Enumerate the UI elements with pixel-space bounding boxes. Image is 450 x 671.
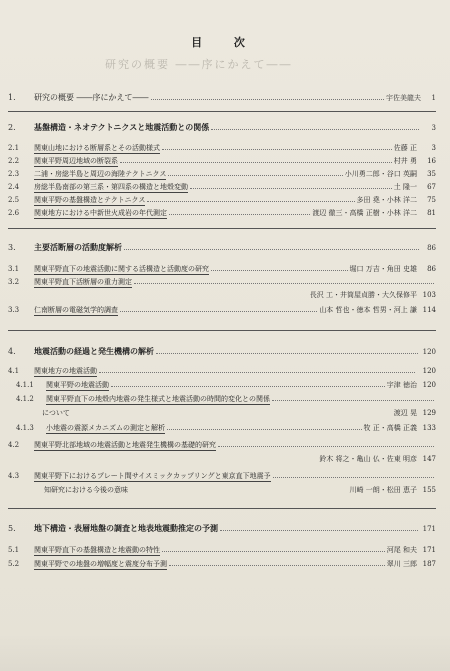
divider [8,111,436,112]
toc-section-3[interactable]: 3. 主要活断層の活動度解析 86 [8,242,436,252]
toc-entry-4-1[interactable]: 4.1 関東地方の地震活動 120 [8,367,436,375]
toc-section-2[interactable]: 2. 基盤構造・ネオテクトニクスと地震活動との関係 3 [8,122,436,132]
toc-entry-3-2-authors[interactable]: 長沢 工・井筒屋貞勝・大久保修平 103 [309,291,436,299]
toc-entry-4-2[interactable]: 4.2 関東平野北部地域の地震活動と地震発生機構の基礎的研究 [8,440,436,451]
toc-entry-2-6[interactable]: 2.6 関東地方における中新世火成岩の年代測定 渡辺 徹三・高橋 正樹・小林 洋二 81 [8,209,436,217]
dot-leader [124,249,419,250]
toc-section-5[interactable]: 5. 地下構造・表層地盤の調査と地表地震動推定の予測 171 [8,523,436,533]
divider [8,508,436,509]
divider [8,228,436,229]
toc-entry-4-1-2[interactable]: 4.1.2 関東平野直下の地殻内地震の発生様式と地震活動の時間的変化との関係 [8,394,436,405]
toc-entry-4-3-cont: 知研究における今後の意味 [44,486,128,494]
divider [8,330,436,331]
toc-header [0,34,450,50]
toc-entry-2-4[interactable]: 2.4 房総半島南部の第三系・第四系の構造と地殻変動 土 隆一 67 [8,183,436,191]
toc-entry-2-3[interactable]: 2.3 二浦・房総半島と周辺の海陸テクトニクス 小川勇二郎・谷口 英嗣 35 [8,170,436,178]
toc-section-1[interactable]: 1. 研究の概要 ――序にかえて―― 宇佐美龍夫 1 [8,93,436,102]
toc-entry-5-1[interactable]: 5.1 関東平野直下の基盤構造と地震動の特性 河尾 和夫 171 [8,546,436,554]
toc-entry-2-1[interactable]: 2.1 関東山地における断層系とその活動様式 佐藤 正 3 [8,144,436,152]
toc-entry-3-1[interactable]: 3.1 関東平野直下の地震活動に関する活構造と活動度の研究 堀口 万吉・角田 史雄 86 [8,265,436,273]
toc-entry-4-3-authors[interactable]: 川崎 一朗・松田 恵子 155 [349,486,436,494]
dot-leader [151,99,384,100]
dot-leader [156,353,418,354]
toc-section-4[interactable]: 4. 地震活動の経過と発生機構の解析 120 [8,346,436,356]
toc-entry-3-2[interactable]: 3.2 関東平野直下活断層の重力測定 [8,277,436,288]
page-title: 目 次 [191,36,259,49]
toc-entry-4-1-2-cont: について [42,409,70,417]
toc-entry-2-2[interactable]: 2.2 関東平野周辺地域の断裂系 村井 勇 16 [8,157,436,165]
toc-entry-4-1-3[interactable]: 4.1.3 小地震の震源メカニズムの測定と解析 牧 正・高橋 正義 133 [16,424,436,432]
bleed-through-text: 研究の概要 ――序にかえて―― [105,58,293,71]
toc-entry-4-1-2-authors[interactable]: 渡辺 晃 129 [393,409,436,417]
toc-entry-2-5[interactable]: 2.5 関東平野の基盤構造とテクトニクス 多田 堯・小林 洋二 75 [8,196,436,204]
dot-leader [220,530,418,531]
dot-leader [211,129,419,130]
page-shadow [0,631,450,671]
toc-entry-4-2-authors[interactable]: 鈴木 将之・亀山 仏・佐東 明彦 147 [319,455,436,463]
toc-entry-4-3[interactable]: 4.3 関東平野下におけるプレート間サイスミックカップリングと東京直下地震予 [8,471,436,482]
toc-entry-3-3[interactable]: 3.3 仁南断層の電磁気学的調査 山本 哲也・徳本 哲男・河上 謙 114 [8,306,436,314]
toc-entry-5-2[interactable]: 5.2 関東平野での地盤の増幅度と震度分布予測 翠川 三郎 187 [8,560,436,568]
toc-entry-4-1-1[interactable]: 4.1.1 関東平野の地震活動 宇津 徳治 120 [16,381,436,389]
